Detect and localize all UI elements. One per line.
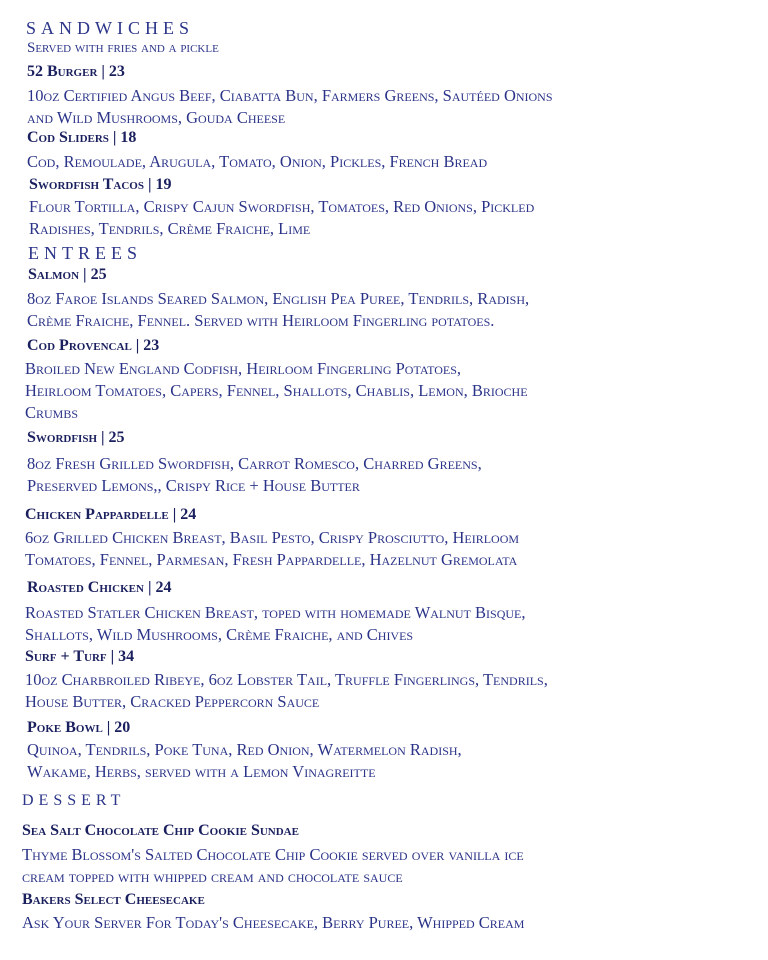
dessert-heading: DESSERT — [22, 792, 126, 809]
menu-item-description: Shallots, Wild Mushrooms, Crème Fraiche, and Chives — [25, 625, 414, 644]
menu-item-description: House Butter, Cracked Peppercorn Sauce — [25, 692, 320, 711]
menu-item-description: 8oz Fresh Grilled Swordfish, Carrot Romesco, Charred Greens, — [27, 454, 482, 473]
menu-item-description: Quinoa, Tendrils, Poke Tuna, Red Onion, Watermelon Radish, — [27, 740, 462, 759]
menu-item-description: Crème Fraiche, Fennel. Served with Heirloom Fingerling potatoes. — [27, 311, 495, 330]
menu-item-name: 52 Burger | 23 — [27, 63, 125, 80]
menu-item-name: Swordfish | 25 — [27, 429, 125, 446]
menu-item-description: Ask Your Server For Today's Cheesecake, Berry Puree, Whipped Cream — [22, 913, 525, 932]
menu-item-name: Surf + Turf | 34 — [25, 648, 135, 665]
menu-item-description: Cod, Remoulade, Arugula, Tomato, Onion, Pickles, French Bread — [27, 152, 488, 171]
menu-item-description: and Wild Mushrooms, Gouda Cheese — [27, 108, 286, 127]
menu-item-name: Salmon | 25 — [28, 266, 107, 283]
menu-item-description: cream topped with whipped cream and chocolate sauce — [22, 867, 403, 886]
menu-item-name: Swordfish Tacos | 19 — [29, 176, 172, 193]
sandwiches-heading: SANDWICHES — [26, 18, 195, 38]
entrees-heading: ENTREES — [28, 243, 142, 263]
menu-item-description: Wakame, Herbs, served with a Lemon Vinagreitte — [27, 762, 376, 781]
menu-item-name: Cod Provencal | 23 — [27, 337, 160, 354]
menu-item-description: Heirloom Tomatoes, Capers, Fennel, Shallots, Chablis, Lemon, Brioche — [25, 381, 528, 400]
menu-item-name: Sea Salt Chocolate Chip Cookie Sundae — [22, 822, 299, 839]
menu-item-description: Flour Tortilla, Crispy Cajun Swordfish, Tomatoes, Red Onions, Pickled — [29, 197, 535, 216]
menu-item-name: Bakers Select Cheesecake — [22, 891, 205, 908]
menu-item-description: 10oz Charbroiled Ribeye, 6oz Lobster Tail, Truffle Fingerlings, Tendrils, — [25, 670, 548, 689]
menu-item-description: Crumbs — [25, 403, 79, 422]
menu-item-name: Cod Sliders | 18 — [27, 129, 137, 146]
menu-item-description: Preserved Lemons,, Crispy Rice + House Butter — [27, 476, 360, 495]
menu-item-description: 8oz Faroe Islands Seared Salmon, English Pea Puree, Tendrils, Radish, — [27, 289, 530, 308]
menu-item-description: Broiled New England Codfish, Heirloom Fingerling Potatoes, — [25, 359, 462, 378]
menu-item-name: Poke Bowl | 20 — [27, 719, 131, 736]
menu-item-description: Thyme Blossom's Salted Chocolate Chip Cookie served over vanilla ice — [22, 845, 524, 864]
sandwiches-note: Served with fries and a pickle — [27, 40, 219, 56]
menu-item-description: 6oz Grilled Chicken Breast, Basil Pesto, Crispy Prosciutto, Heirloom — [25, 528, 520, 547]
menu-item-description: Roasted Statler Chicken Breast, toped with homemade Walnut Bisque, — [25, 603, 526, 622]
menu-item-name: Roasted Chicken | 24 — [27, 579, 172, 596]
menu-item-name: Chicken Pappardelle | 24 — [25, 506, 197, 523]
menu-item-description: Tomatoes, Fennel, Parmesan, Fresh Pappardelle, Hazelnut Gremolata — [25, 550, 518, 569]
menu-item-description: 10oz Certified Angus Beef, Ciabatta Bun, Farmers Greens, Sautéed Onions — [27, 86, 553, 105]
menu-item-description: Radishes, Tendrils, Crème Fraiche, Lime — [29, 219, 311, 238]
